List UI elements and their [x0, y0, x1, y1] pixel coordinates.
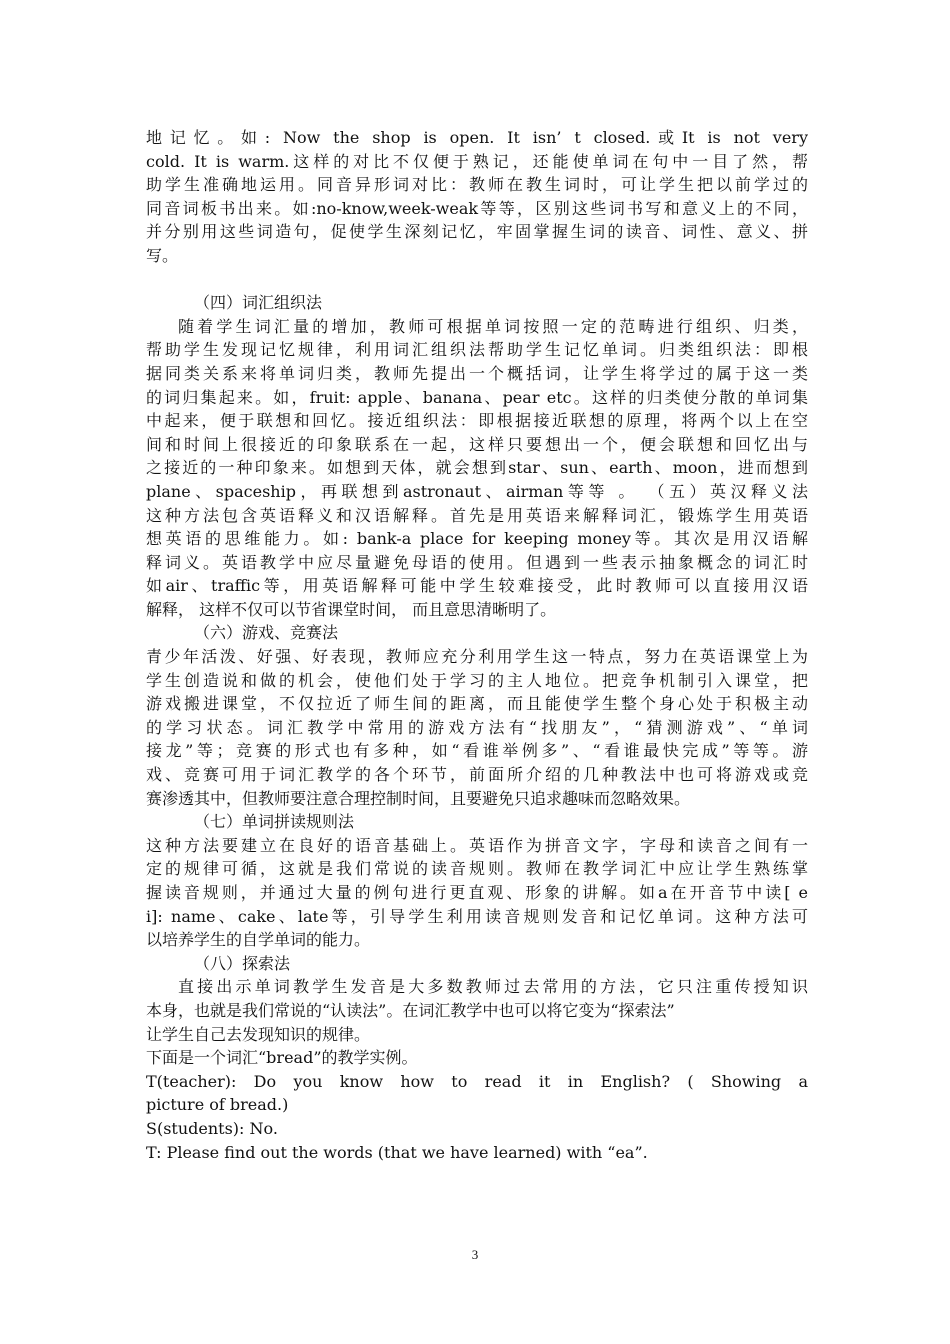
text-line: 戏、竞赛可用于词汇教学的各个环节，前面所介绍的几种教法中也可将游戏或竞 — [146, 765, 808, 785]
text-line: plane、spaceship，再联想到astronaut、airman等等 。 （五）英汉释义法 — [146, 481, 808, 501]
text-line: 定的规律可循，这就是我们常说的读音规则。教师在教学词汇中应让学生熟练掌 — [146, 859, 808, 879]
text-line: 随着学生词汇量的增加，教师可根据单词按照一定的范畴进行组织、归类， — [178, 316, 808, 336]
text-line: 据同类关系来将单词归类，教师先提出一个概括词，让学生将学过的属于这一类 — [146, 363, 808, 383]
text-line: 赛渗透其中，但教师要注意合理控制时间，且要避免只追求趣味而忽略效果。 — [146, 788, 691, 808]
text-line: 中起来，便于联想和回忆。接近组织法：即根据接近联想的原理，将两个以上在空 — [146, 411, 808, 431]
text-line: cold. It is warm.这样的对比不仅便于熟记，还能使单词在句中一目了然，帮 — [146, 151, 808, 171]
text-line: 下面是一个词汇“bread”的教学实例。 — [146, 1048, 418, 1068]
text-line: 助学生准确地运用。同音异形词对比：教师在教生词时，可让学生把以前学过的 — [146, 175, 808, 195]
section-heading: （七）单词拼读规则法 — [194, 812, 355, 832]
text-line: 如air、traffic等，用英语解释可能中学生较难接受，此时教师可以直接用汉语 — [146, 576, 808, 596]
section-heading: （八）探索法 — [194, 953, 291, 973]
text-line: 的词归集起来。如，fruit: apple、banana、pear etc。这样的归类使分散的单词集 — [146, 387, 808, 407]
text-line: 地记忆。如: Now the shop is open. It isn’ t closed.或It is not very — [146, 128, 808, 147]
text-line: 同音词板书出来。如:no-know,week-weak等等，区别这些词书写和意义上的不同， — [146, 198, 808, 218]
text-line: 间和时间上很接近的印象联系在一起，这样只要想出一个，便会联想和回忆出与 — [146, 434, 808, 454]
text-line: 写。 — [146, 245, 179, 265]
blank-line — [146, 268, 808, 292]
section-heading: （六）游戏、竞赛法 — [194, 623, 339, 643]
text-line: 解释， 这样不仅可以节省课堂时间， 而且意思清晰明了。 — [146, 599, 557, 619]
text-line: T: Please find out the words (that we have learned) with “ea”. — [146, 1142, 648, 1162]
document-page — [146, 126, 808, 1164]
text-line: 游戏搬进课堂，不仅拉近了师生间的距离，而且能使学生整个身心处于积极主动 — [146, 694, 808, 714]
text-line: i]: name、cake、late等，引导学生利用读音规则发音和记忆单词。这种方法可 — [146, 906, 808, 926]
text-line: T(teacher): Do you know how to read it in English? ( Showing a — [146, 1071, 808, 1091]
text-line: 这种方法要建立在良好的语音基础上。英语作为拼音文字，字母和读音之间有一 — [146, 835, 808, 855]
text-line: 以培养学生的自学单词的能力。 — [146, 930, 371, 950]
text-line: 接龙”等；竞赛的形式也有多种，如“看谁举例多”、“看谁最快完成”等等。游 — [146, 741, 808, 761]
text-line: 学生创造说和做的机会，使他们处于学习的主人地位。把竞争机制引入课堂，把 — [146, 670, 808, 690]
text-line: 释词义。英语教学中应尽量避免母语的使用。但遇到一些表示抽象概念的词汇时 — [146, 552, 808, 572]
text-line: 青少年活泼、好强、好表现，教师应充分利用学生这一特点，努力在英语课堂上为 — [146, 647, 808, 667]
text-line: picture of bread.) — [146, 1095, 289, 1115]
text-line: 帮助学生发现记忆规律，利用词汇组织法帮助学生记忆单词。归类组织法：即根 — [146, 340, 808, 360]
text-line: 本身，也就是我们常说的“认读法”。在词汇教学中也可以将它变为“探索法” — [146, 1000, 675, 1020]
page-number: 3 — [471, 1247, 479, 1262]
text-line: 想英语的思维能力。如: bank-a place for keeping money等。其次是用汉语解 — [146, 529, 808, 549]
text-line: 直接出示单词教学生发音是大多数教师过去常用的方法，它只注重传授知识 — [178, 977, 808, 997]
text-line: 之接近的一种印象来。如想到天体，就会想到star、sun、earth、moon，进而想到 — [146, 458, 808, 478]
text-line: 的学习状态。词汇教学中常用的游戏方法有“找朋友”，“猜测游戏”、“单词 — [146, 717, 808, 737]
text-line: 握读音规则，并通过大量的例句进行更直观、形象的讲解。如a在开音节中读[ e — [146, 883, 808, 902]
text-line: 这种方法包含英语释义和汉语解释。首先是用英语来解释词汇，锻炼学生用英语 — [146, 505, 808, 525]
text-line: 让学生自己去发现知识的规律。 — [146, 1024, 371, 1044]
text-line: S(students): No. — [146, 1118, 278, 1138]
section-heading: （四）词汇组织法 — [194, 293, 323, 313]
text-line: 并分别用这些词造句，促使学生深刻记忆，牢固掌握生词的读音、词性、意义、拼 — [146, 222, 808, 242]
